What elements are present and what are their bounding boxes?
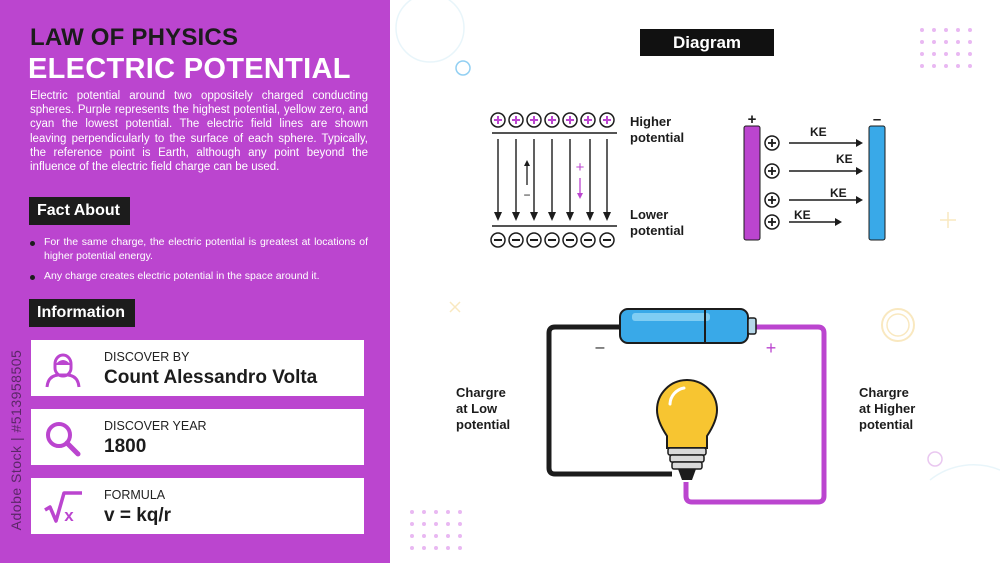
negative-charge: [563, 233, 577, 247]
negative-charge: [581, 233, 595, 247]
fact-about-heading: Fact About: [29, 197, 130, 225]
information-heading: Information: [29, 299, 135, 327]
higher-potential-label: Higher potential: [630, 114, 685, 145]
test-charge-plus: +: [575, 159, 585, 176]
capacitor-diagram: [744, 111, 885, 240]
svg-text:x: x: [64, 506, 74, 525]
formula-value: v = kq/r: [104, 505, 172, 526]
magnifier-icon: [43, 419, 83, 457]
discover-by-card: [31, 340, 364, 396]
fact-item: For the same charge, the electric potential is greatest at locations of higher potential energy.: [30, 236, 368, 263]
positive-charge: [600, 113, 614, 127]
ke-arrow: [765, 152, 863, 178]
diagram-title: Diagram: [640, 29, 774, 56]
field-line-arrow: [586, 139, 594, 221]
formula-card: [31, 478, 364, 534]
field-line-arrow: [566, 139, 574, 221]
ke-label: KE: [830, 186, 847, 200]
negative-charge: [527, 233, 541, 247]
person-icon: [43, 350, 83, 388]
negative-charge: [600, 233, 614, 247]
plate-minus-sign: –: [872, 111, 882, 128]
plate-plus-sign: +: [747, 111, 757, 128]
ke-label: KE: [794, 208, 811, 222]
field-line-arrow: [603, 139, 611, 221]
ke-label: KE: [836, 152, 853, 166]
square-root-icon: [43, 488, 83, 526]
formula-label: FORMULA: [104, 488, 166, 502]
negative-charge-row: [491, 233, 614, 247]
light-bulb-icon: [657, 380, 717, 480]
fact-list: [30, 236, 368, 291]
discover-year-label: DISCOVER YEAR: [104, 419, 207, 433]
negative-charge: [491, 233, 505, 247]
dot-grid-top: [920, 28, 972, 68]
field-lines: [494, 139, 611, 221]
negative-charge: [509, 233, 523, 247]
discover-year-value: 1800: [104, 436, 147, 457]
positive-charge-row: [491, 113, 614, 127]
low-potential-label: Chargre at Low potential: [456, 385, 511, 432]
lower-potential-label: Lower potential: [630, 207, 685, 238]
diagram-artwork: [390, 0, 1000, 563]
positive-charge: [509, 113, 523, 127]
positive-charge: [563, 113, 577, 127]
ke-label: KE: [810, 125, 827, 139]
parallel-plates: [491, 113, 617, 247]
positive-charge: [491, 113, 505, 127]
dot-grid-bottom: [410, 510, 462, 550]
discover-by-value: Count Alessandro Volta: [104, 367, 318, 388]
positive-charge: [581, 113, 595, 127]
kinetic-energy-arrows: [765, 125, 863, 229]
battery-minus-sign: –: [595, 339, 605, 356]
discover-by-label: DISCOVER BY: [104, 350, 190, 364]
discover-year-card: [31, 409, 364, 465]
ke-arrow: [765, 208, 842, 229]
page-title: ELECTRIC POTENTIAL: [28, 53, 351, 85]
battery-plus-sign: +: [765, 338, 777, 358]
higher-potential-circuit-label: Chargre at Higher potential: [859, 385, 916, 432]
negative-charge: [545, 233, 559, 247]
circuit-diagram: [549, 309, 824, 502]
intro-paragraph: Electric potential around two oppositely charged conducting spheres. Purple represents the highest potential, yellow zero, and cyan the lowest potential. The electric field lines are shown leaving perpendicularly to the surface of each sphere. Typically, the reference point is Earth, although any point beyond the influence of the electric field charge can be used.: [30, 90, 368, 174]
subtitle: LAW OF PHYSICS: [30, 24, 239, 51]
ke-arrow: [765, 125, 863, 150]
test-charge-minus: −: [523, 188, 531, 202]
info-panel: [0, 0, 390, 563]
watermark-vertical: Adobe Stock | #513958505: [8, 349, 24, 531]
field-line-arrow: [548, 139, 556, 221]
field-line-arrow: [494, 139, 502, 221]
ke-arrow: [765, 186, 863, 207]
field-line-arrow: [530, 139, 538, 221]
field-line-arrow: [512, 139, 520, 221]
fact-item: Any charge creates electric potential in the space around it.: [30, 270, 368, 284]
positive-charge: [527, 113, 541, 127]
positive-charge: [545, 113, 559, 127]
